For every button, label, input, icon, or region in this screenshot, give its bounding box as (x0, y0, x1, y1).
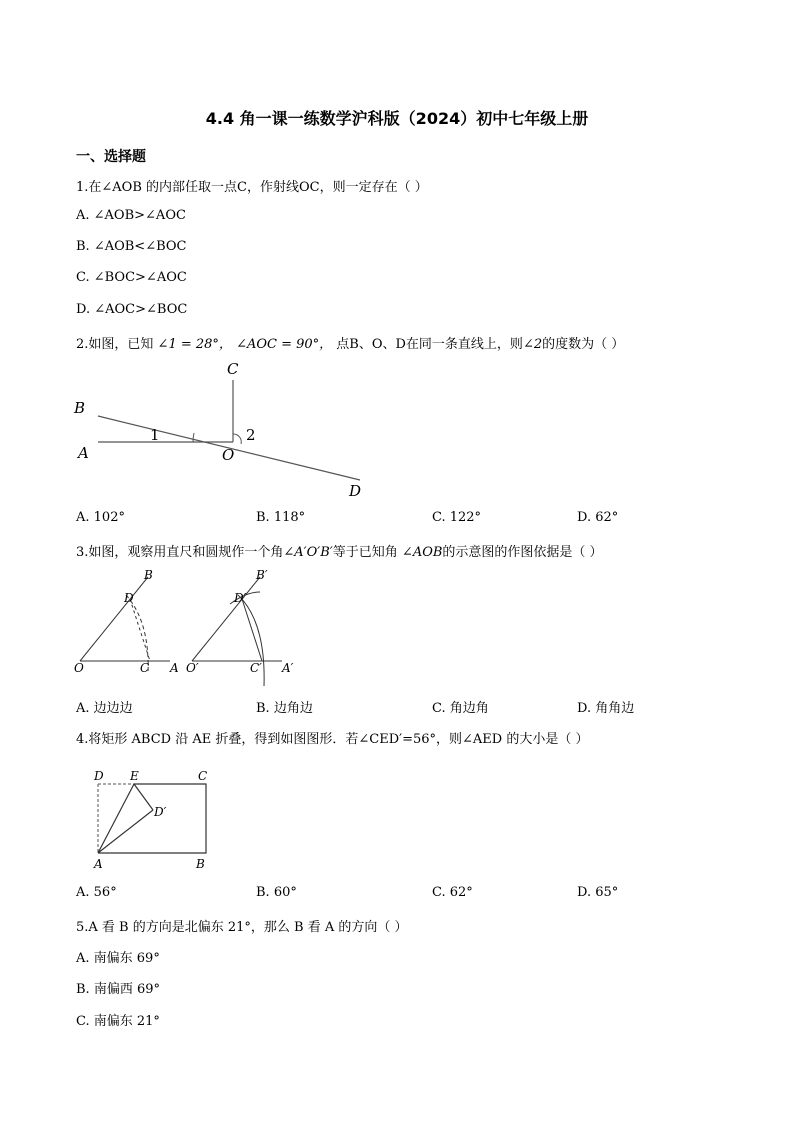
label-c: C (227, 360, 239, 378)
question-2-option-a[interactable]: A. 102° (76, 510, 125, 525)
segment-ed2 (134, 784, 153, 810)
question-3-stem-part-a: 3.如图，观察用直尺和圆规作一个角 (76, 545, 284, 560)
label-a: A (78, 444, 89, 462)
page-title: 4.4 角一课一练数学沪科版（2024）初中七年级上册 (205, 109, 589, 128)
question-3-stem-part-b: 等于已知角 (332, 545, 398, 560)
angle-2-arc (233, 434, 241, 444)
right-label-a: A′ (282, 661, 294, 675)
question-3-figure (70, 562, 310, 690)
question-4-option-b[interactable]: B. 60° (256, 885, 297, 900)
question-3-option-c[interactable]: C. 角边角 (432, 701, 489, 716)
label-d: D (349, 482, 362, 500)
question-5-option-a[interactable]: A. 南偏东 69° (76, 951, 160, 966)
left-label-o: O (74, 661, 84, 675)
question-2-option-c[interactable]: C. 122° (432, 510, 482, 525)
label-a: A (94, 857, 103, 871)
label-b: B (196, 857, 205, 871)
question-5-stem: 5.A 看 B 的方向是北偏东 21°，那么 B 看 A 的方向（ ） (76, 920, 408, 935)
question-4-stem: 4.将矩形 ABCD 沿 AE 折叠，得到如图图形．若∠CED′=56°，则∠AED 的大小是（ ） (76, 732, 589, 747)
left-label-a: A (170, 661, 179, 675)
question-2-option-d[interactable]: D. 62° (577, 510, 619, 525)
label-d-prime: D′ (154, 805, 167, 819)
question-2-angle-2: ∠2 (522, 337, 543, 352)
question-1-stem: 1.在∠AOB 的内部任取一点C，作射线OC，则一定存在（ ） (76, 180, 428, 195)
left-label-c: C (140, 661, 150, 675)
question-2-stem-part-b: 点B、O、D在同一条直线上，则 (336, 337, 523, 352)
question-2-option-b[interactable]: B. 118° (256, 510, 306, 525)
question-4-option-d[interactable]: D. 65° (577, 885, 619, 900)
question-3-option-a[interactable]: A. 边边边 (76, 701, 133, 716)
question-5-option-b[interactable]: B. 南偏西 69° (76, 982, 160, 997)
angle-1-arc (193, 433, 194, 442)
right-label-b: B′ (256, 568, 268, 582)
left-ray-ob (80, 577, 148, 661)
question-1-option-c[interactable]: C. ∠BOC>∠AOC (76, 270, 187, 285)
question-4-figure (86, 762, 226, 874)
rectangle-outline (98, 784, 206, 853)
question-3-angle-aob: ∠AOB (401, 545, 443, 560)
label-e: E (130, 769, 139, 783)
label-d: D (94, 769, 104, 783)
left-label-b: B (144, 568, 153, 582)
question-1-option-d[interactable]: D. ∠AOC>∠BOC (76, 302, 188, 317)
right-label-d: D′ (234, 591, 247, 605)
section-heading: 一、选择题 (76, 149, 146, 165)
right-label-c: C′ (250, 661, 262, 675)
right-label-o: O′ (186, 661, 199, 675)
fold-line-ae (98, 784, 134, 853)
right-chord-dc (242, 599, 262, 661)
question-4-option-a[interactable]: A. 56° (76, 885, 117, 900)
question-5-option-c[interactable]: C. 南偏东 21° (76, 1014, 160, 1029)
question-2-angle-aoc: ∠AOC = 90°， (236, 337, 333, 352)
segment-ad2 (98, 810, 153, 853)
question-2-angle-1: ∠1 = 28°， (157, 337, 232, 352)
question-2-figure (70, 356, 370, 502)
label-b: B (74, 399, 86, 417)
right-ray-ob (192, 577, 260, 661)
question-2-stem-part-c: 的度数为（ ） (542, 337, 625, 352)
question-4-option-c[interactable]: C. 62° (432, 885, 473, 900)
question-3-stem-part-c: 的示意图的作图依据是（ ） (442, 545, 603, 560)
question-3-option-d[interactable]: D. 角角边 (577, 701, 635, 716)
left-label-d: D (124, 591, 134, 605)
question-2-stem-part-a: 2.如图，已知 (76, 337, 154, 352)
question-3-option-b[interactable]: B. 边角边 (256, 701, 313, 716)
label-c: C (198, 769, 208, 783)
question-1-option-a[interactable]: A. ∠AOB>∠AOC (76, 208, 186, 223)
question-2-stem (76, 333, 624, 352)
label-angle-1: 1 (150, 426, 160, 444)
label-angle-2: 2 (246, 426, 256, 444)
left-chord-dc (130, 599, 150, 661)
label-o: O (222, 446, 235, 464)
question-1-option-b[interactable]: B. ∠AOB<∠BOC (76, 239, 187, 254)
question-3-angle-a2o2b2: ∠A′O′B′ (283, 545, 333, 560)
question-3-stem (76, 541, 603, 560)
